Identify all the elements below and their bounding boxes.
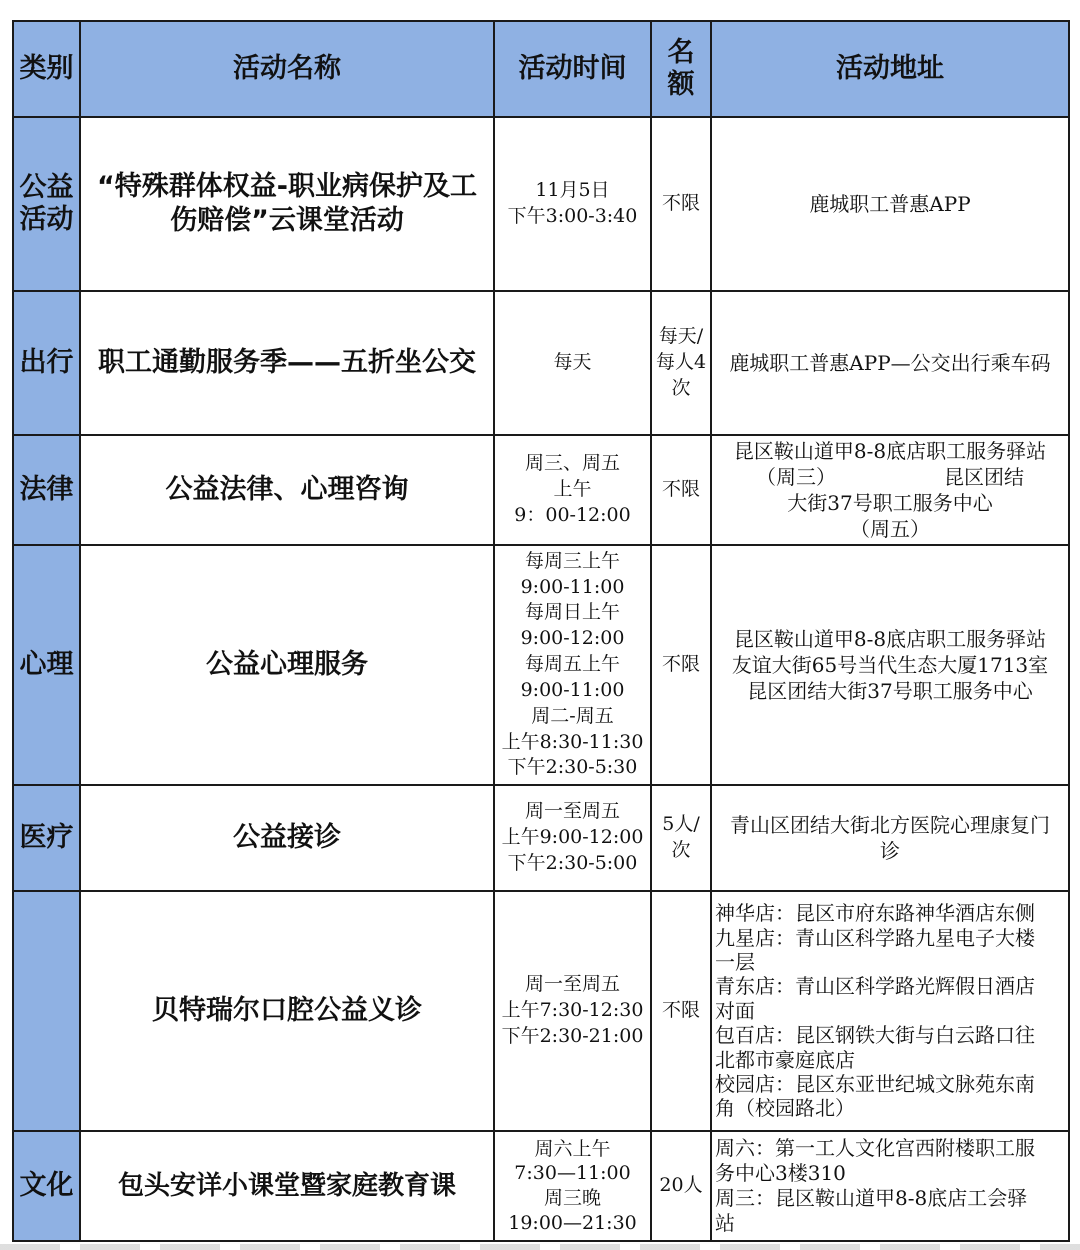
cell-line: 每周三上午 bbox=[524, 549, 620, 572]
activity-name-cell: 公益接诊 bbox=[80, 785, 494, 891]
cell-line: 11月5日 bbox=[535, 179, 610, 202]
header-category: 类别 bbox=[13, 21, 80, 117]
activity-time-cell bbox=[494, 435, 651, 545]
cell-line: 每天 bbox=[553, 351, 592, 374]
activity-table-container bbox=[12, 20, 1068, 1242]
activity-address-cell bbox=[711, 435, 1069, 545]
quota-cell: 20人 bbox=[651, 1131, 711, 1241]
category-text: 公益活动 bbox=[19, 171, 74, 235]
cell-line: 下午2:30-5:30 bbox=[507, 756, 638, 779]
cell-line: （周五） bbox=[850, 517, 930, 541]
cell-line: 北都市豪庭底店 bbox=[715, 1047, 855, 1072]
cell-line: 站 bbox=[715, 1211, 735, 1235]
table-row bbox=[13, 291, 1069, 435]
activity-name-cell: 职工通勤服务季——五折坐公交 bbox=[80, 291, 494, 435]
cell-line: 昆区团结大街37号职工服务中心 bbox=[747, 679, 1033, 703]
header-quota bbox=[651, 21, 711, 117]
cell-line: 周三：昆区鞍山道甲8-8底店工会驿 bbox=[715, 1186, 1028, 1210]
category-cell bbox=[13, 785, 80, 891]
category-cell bbox=[13, 891, 80, 1131]
cell-line: 务中心3楼310 bbox=[715, 1161, 846, 1185]
cell-line: 友谊大街65号当代生态大厦1713室 bbox=[731, 653, 1049, 677]
activity-name-cell: 贝特瑞尔口腔公益义诊 bbox=[80, 891, 494, 1131]
cell-line: 鹿城职工普惠APP—公交出行乘车码 bbox=[729, 351, 1051, 375]
table-row bbox=[13, 785, 1069, 891]
cell-line: 周六：第一工人文化宫西附楼职工服 bbox=[715, 1136, 1035, 1160]
activity-name-cell: 公益法律、心理咨询 bbox=[80, 435, 494, 545]
cell-line: 上午8:30-11:30 bbox=[501, 730, 644, 753]
activity-address-cell bbox=[711, 117, 1069, 291]
header-activity-time: 活动时间 bbox=[494, 21, 651, 117]
cell-line: 下午3:00-3:40 bbox=[507, 205, 638, 227]
table-row bbox=[13, 435, 1069, 545]
cell-line: 大街37号职工服务中心 bbox=[787, 491, 993, 515]
cell-line: 包百店：昆区钢铁大街与白云路口往 bbox=[715, 1023, 1035, 1048]
cell-line: 青山区团结大街北方医院心理康复门 bbox=[730, 813, 1050, 837]
activity-address-cell bbox=[711, 1131, 1069, 1241]
activity-time-cell bbox=[494, 291, 651, 435]
activity-name-cell: “特殊群体权益-职业病保护及工伤赔偿”云课堂活动 bbox=[80, 117, 494, 291]
bottom-decorative-rule bbox=[0, 1244, 1080, 1250]
quota-cell: 不限 bbox=[651, 891, 711, 1131]
category-text: 医疗 bbox=[19, 821, 74, 853]
table-row bbox=[13, 117, 1069, 291]
category-cell bbox=[13, 435, 80, 545]
cell-line: 下午2:30-21:00 bbox=[501, 1024, 644, 1047]
quota-text: 5人/次 bbox=[662, 813, 700, 861]
activity-address-cell bbox=[711, 891, 1069, 1131]
cell-line: 下午2:30-5:00 bbox=[507, 851, 638, 874]
cell-line: 对面 bbox=[715, 998, 755, 1023]
activity-address-cell bbox=[711, 291, 1069, 435]
cell-line: 每周日上午 bbox=[524, 601, 620, 624]
quota-cell: 不限 bbox=[651, 117, 711, 291]
cell-line: 周一至周五 bbox=[524, 973, 620, 996]
category-cell bbox=[13, 117, 80, 291]
category-text: 法律 bbox=[19, 473, 74, 505]
cell-line: 上午7:30-12:30 bbox=[501, 999, 644, 1022]
quota-cell: 不限 bbox=[651, 545, 711, 785]
quota-text: 每天/每人4次 bbox=[655, 325, 707, 399]
category-cell bbox=[13, 545, 80, 785]
activity-address-cell bbox=[711, 785, 1069, 891]
cell-line: 青东店：青山区科学路光辉假日酒店 bbox=[715, 974, 1035, 999]
activity-time-cell bbox=[494, 1131, 651, 1241]
category-cell bbox=[13, 291, 80, 435]
cell-line: 周一至周五 bbox=[524, 800, 620, 823]
header-activity-address: 活动地址 bbox=[711, 21, 1069, 117]
activity-time-cell bbox=[494, 545, 651, 785]
cell-line: 9：00-12:00 bbox=[514, 503, 631, 526]
table-row bbox=[13, 545, 1069, 785]
cell-line: （周三） 昆区团结 bbox=[755, 465, 1025, 489]
cell-line: 19:00—21:30 bbox=[508, 1211, 637, 1234]
cell-line: 诊 bbox=[880, 839, 900, 863]
cell-line: 周六上午 bbox=[534, 1137, 611, 1160]
activity-time-cell bbox=[494, 117, 651, 291]
category-text: 出行 bbox=[19, 346, 74, 378]
cell-line: 校园店：昆区东亚世纪城文脉苑东南 bbox=[715, 1071, 1035, 1096]
cell-line: 鹿城职工普惠APP bbox=[809, 192, 971, 216]
category-text: 文化 bbox=[19, 1169, 74, 1201]
category-text: 心理 bbox=[19, 648, 74, 680]
cell-line: 上午9:00-12:00 bbox=[501, 826, 644, 849]
cell-line: 角（校园路北） bbox=[715, 1096, 855, 1121]
table-row bbox=[13, 891, 1069, 1131]
activity-time-cell bbox=[494, 891, 651, 1131]
cell-line: 神华店：昆区市府东路神华酒店东侧 bbox=[715, 901, 1035, 926]
cell-line: 上午 bbox=[553, 478, 592, 501]
header-activity-name: 活动名称 bbox=[80, 21, 494, 117]
quota-cell: 不限 bbox=[651, 435, 711, 545]
quota-cell bbox=[651, 785, 711, 891]
table-header-row bbox=[13, 21, 1069, 117]
cell-line: 9:00-11:00 bbox=[520, 678, 625, 701]
cell-line: 九星店：青山区科学路九星电子大楼 bbox=[715, 925, 1035, 950]
cell-line: 昆区鞍山道甲8-8底店职工服务驿站 bbox=[733, 439, 1047, 463]
header-quota-text: 名额 bbox=[667, 36, 695, 100]
activity-name-cell: 包头安详小课堂暨家庭教育课 bbox=[80, 1131, 494, 1241]
cell-line: 9:00-11:00 bbox=[520, 575, 625, 598]
activity-time-cell bbox=[494, 785, 651, 891]
cell-line: 一层 bbox=[715, 950, 755, 975]
table-body bbox=[13, 117, 1069, 1241]
activity-name-cell: 公益心理服务 bbox=[80, 545, 494, 785]
cell-line: 周三、周五 bbox=[524, 452, 620, 475]
activity-address-cell bbox=[711, 545, 1069, 785]
table-row bbox=[13, 1131, 1069, 1241]
cell-line: 7:30—11:00 bbox=[514, 1162, 631, 1185]
category-cell bbox=[13, 1131, 80, 1241]
activity-table bbox=[12, 20, 1070, 1242]
cell-line: 周二-周五 bbox=[531, 704, 614, 727]
cell-line: 昆区鞍山道甲8-8底店职工服务驿站 bbox=[733, 627, 1047, 651]
cell-line: 每周五上午 bbox=[524, 653, 620, 676]
quota-cell bbox=[651, 291, 711, 435]
cell-line: 9:00-12:00 bbox=[520, 627, 625, 650]
cell-line: 周三晚 bbox=[543, 1187, 601, 1209]
